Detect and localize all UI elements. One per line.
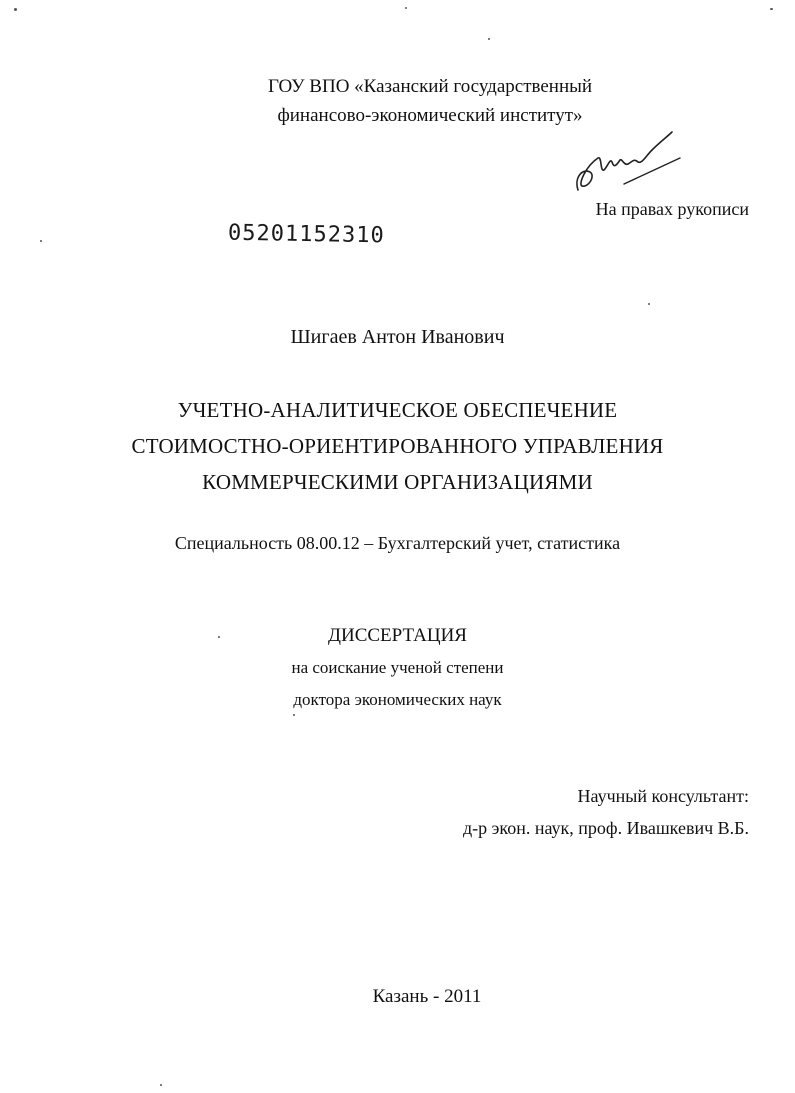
archive-stamp-number: 05201152310 <box>227 220 385 249</box>
scan-speck <box>488 38 490 40</box>
institution-line-1: ГОУ ВПО «Казанский государственный <box>267 76 593 97</box>
degree-line-1: на соискание ученой степени <box>291 658 504 677</box>
scan-speck <box>218 636 220 638</box>
author-name: Шигаев Антон Иванович <box>290 326 505 348</box>
scan-speck <box>293 714 295 716</box>
scan-speck <box>405 7 407 9</box>
degree-line-2: доктора экономических наук <box>293 690 502 709</box>
scan-speck <box>770 8 773 10</box>
city-year: Казань - 2011 <box>372 986 482 1007</box>
specialty: Специальность 08.00.12 – Бухгалтерский учет, статистика <box>174 533 621 553</box>
advisor-name: д-р экон. наук, проф. Ивашкевич В.Б. <box>462 818 749 838</box>
scan-speck <box>14 8 17 11</box>
document-type: ДИССЕРТАЦИЯ <box>328 625 467 646</box>
institution-line-2: финансово-экономический институт» <box>277 105 583 126</box>
scan-speck <box>648 303 650 305</box>
title-line-3: КОММЕРЧЕСКИМИ ОРГАНИЗАЦИЯМИ <box>202 470 593 494</box>
title-line-2: СТОИМОСТНО-ОРИЕНТИРОВАННОГО УПРАВЛЕНИЯ <box>131 434 664 458</box>
advisor-label: Научный консультант: <box>577 786 749 806</box>
title-line-1: УЧЕТНО-АНАЛИТИЧЕСКОЕ ОБЕСПЕЧЕНИЕ <box>177 398 618 422</box>
scan-speck <box>40 240 42 242</box>
manuscript-rights-note: На правах рукописи <box>595 199 749 219</box>
scan-speck <box>160 1084 162 1086</box>
handwritten-signature <box>568 128 688 200</box>
